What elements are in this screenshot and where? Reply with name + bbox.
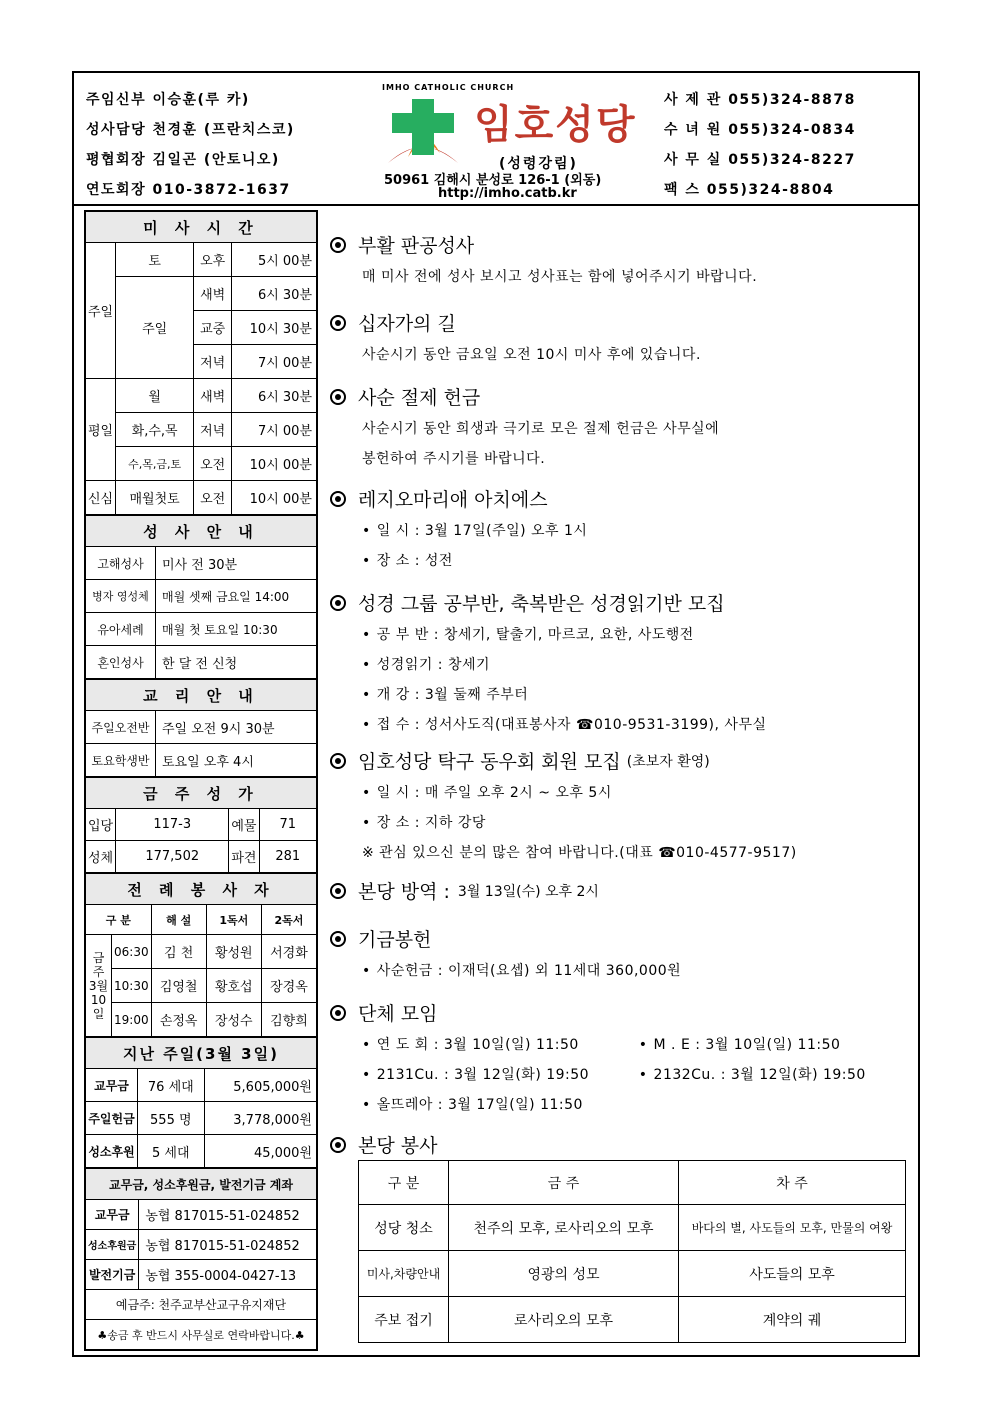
servers-week: 금주 3월 10일 [86, 935, 112, 1037]
church-logo [374, 81, 664, 203]
service-this-week: 로사리오의 모후 [449, 1297, 679, 1343]
section-disinfection [330, 877, 599, 904]
radio-bullet-icon [330, 753, 346, 769]
mass-period: 새벽 [194, 277, 232, 311]
mass-day: 화,수,목 [116, 413, 194, 447]
section-title: 부활 판공성사 [358, 235, 475, 257]
mass-period: 교중 [194, 311, 232, 345]
hymn-key: 예물 [229, 809, 259, 841]
mass-times-table [85, 211, 317, 515]
offering-count: 76 세대 [138, 1069, 205, 1102]
section-table-tennis: 임호성당 탁구 동우회 회원 모집 (초보자 환영) • 일 시 : 매 주일 오후 2시 ~ 오후 5시 • 장 소 : 지하 강당 ※ 관심 있으신 분의 많은 참여 바랍니다.(대표 ☎010-4577-9517) [330, 747, 797, 862]
logo-arc-text: IMHO CATHOLIC CHURCH [382, 83, 515, 92]
section-easter-confession [330, 231, 757, 286]
sacrament-value: 매월 셋째 금요일 14:00 [156, 580, 317, 613]
section-line: 연 도 회 : 3월 10일(일) 11:50 [376, 1037, 579, 1053]
sinsim-label: 신심 [86, 481, 116, 515]
service-next-week: 사도들의 모후 [679, 1251, 906, 1297]
sunday-label: 주일 [86, 243, 116, 379]
doctrine-value: 토요일 오후 4시 [156, 744, 317, 777]
account-value: 농협 817015-51-024852 [139, 1230, 317, 1260]
section-title: 임호성당 탁구 동우회 회원 모집 [358, 751, 621, 773]
sacrament-table [85, 515, 317, 679]
server-name: 황성원 [206, 935, 261, 969]
service-next-week: 계약의 궤 [679, 1297, 906, 1343]
mass-day: 매월첫토 [116, 481, 194, 515]
section-text: 사순시기 동안 금요일 오전 10시 미사 후에 있습니다. [362, 347, 701, 363]
servers-heading: 전 례 봉 사 자 [86, 874, 317, 905]
bulletin-page [72, 71, 920, 1357]
offering-amount: 45,000원 [204, 1135, 316, 1168]
server-name: 김향희 [261, 1003, 316, 1037]
convent-phone: 수 녀 원 055)324-0834 [664, 122, 856, 138]
server-name: 김영철 [151, 969, 206, 1003]
radio-bullet-icon [330, 1137, 346, 1153]
mass-time: 7시 00분 [232, 345, 317, 379]
service-this-week: 영광의 성모 [449, 1251, 679, 1297]
offering-amount: 5,605,000원 [204, 1069, 316, 1102]
radio-bullet-icon [330, 315, 346, 331]
section-title: 본당 방역 : [358, 881, 450, 903]
sacrament-key: 고해성사 [86, 547, 156, 580]
mass-period: 저녁 [194, 345, 232, 379]
doctrine-key: 토요학생반 [86, 744, 156, 777]
section-text: 사순시기 동안 희생과 극기로 모은 절제 헌금은 사무실에 [362, 421, 720, 437]
hymn-heading: 금 주 성 가 [86, 778, 317, 809]
section-title: 십자가의 길 [358, 313, 456, 335]
hymn-key: 입당 [86, 809, 116, 841]
section-line: 2132Cu. : 3월 12일(화) 19:50 [653, 1067, 866, 1083]
radio-bullet-icon [330, 237, 346, 253]
hymn-value: 117-3 [116, 809, 229, 841]
section-title-note: (초보자 환영) [626, 753, 710, 770]
radio-bullet-icon [330, 389, 346, 405]
service-table [358, 1160, 906, 1343]
server-time: 10:30 [112, 969, 152, 1003]
account-key: 교무금 [86, 1200, 139, 1230]
account-key: 발전기금 [86, 1260, 139, 1290]
hymn-value: 281 [259, 841, 317, 873]
section-stations-of-cross [330, 309, 701, 364]
last-sunday-heading: 지난 주일(3월 3일) [86, 1038, 317, 1069]
radio-bullet-icon [330, 931, 346, 947]
section-line: M . E : 3월 10일(일) 11:50 [653, 1037, 841, 1053]
transfer-note: ♣송금 후 반드시 사무실로 연락바랍니다.♣ [86, 1320, 317, 1350]
section-title: 기금봉헌 [358, 929, 432, 951]
doctrine-value: 주일 오전 9시 30분 [156, 711, 317, 744]
servers-col: 2독서 [261, 905, 316, 935]
service-col: 구 분 [359, 1161, 449, 1205]
office-phone: 사 무 실 055)324-8227 [664, 152, 856, 168]
section-line: 사순헌금 : 이재덕(요셉) 외 11세대 360,000원 [376, 963, 682, 979]
radio-bullet-icon [330, 491, 346, 507]
section-lent-offering [330, 383, 719, 468]
sacrament-key: 혼인성사 [86, 646, 156, 679]
sidebar [84, 210, 318, 1351]
mass-day: 토 [116, 243, 194, 277]
section-line: 개 강 : 3월 둘째 주부터 [376, 687, 529, 703]
weekday-label: 평일 [86, 379, 116, 481]
service-col: 차 주 [679, 1161, 906, 1205]
section-line: 장 소 : 지하 강당 [376, 815, 486, 831]
service-col: 금 주 [449, 1161, 679, 1205]
server-name: 황호섭 [206, 969, 261, 1003]
section-line: 성경읽기 : 창세기 [376, 657, 491, 673]
last-sunday-table [85, 1037, 317, 1168]
hymn-table [85, 777, 317, 873]
offering-count: 555 명 [138, 1102, 205, 1135]
server-name: 손정옥 [151, 1003, 206, 1037]
pastor: 주임신부 이승훈(루 카) [86, 92, 250, 108]
section-title: 레지오마리애 아치에스 [358, 489, 548, 511]
section-text: 매 미사 전에 성사 보시고 성사표는 함에 넣어주시기 바랍니다. [362, 269, 758, 285]
offering-count: 5 세대 [138, 1135, 205, 1168]
section-line: 접 수 : 성서사도직(대표봉사자 ☎010-9531-3199), 사무실 [376, 717, 767, 733]
section-text: 봉헌하여 주시기를 바랍니다. [362, 451, 546, 467]
account-heading: 교무금, 성소후원금, 발전기금 계좌 [86, 1169, 317, 1200]
church-subtitle: (성령강림) [499, 156, 578, 172]
section-parish-service [330, 1131, 437, 1158]
radio-bullet-icon [330, 883, 346, 899]
section-title: 단체 모임 [358, 1003, 438, 1025]
hymn-value: 177,502 [116, 841, 229, 873]
section-bible-study: 성경 그룹 공부반, 축복받은 성경읽기반 모집 • 공 부 반 : 창세기, 탈출기, 마르코, 요한, 사도행전 • 성경읽기 : 창세기 • 개 강 : 3월 둘째 주부터 • 접 수 : 성서사도직(대표봉사자 ☎010-9531-3199), 사무실 [330, 589, 767, 734]
mass-time: 10시 30분 [232, 311, 317, 345]
account-table [85, 1168, 317, 1350]
servers-col: 1독서 [206, 905, 261, 935]
section-title: 성경 그룹 공부반, 축복받은 성경읽기반 모집 [358, 593, 725, 615]
doctrine-key: 주일오전반 [86, 711, 156, 744]
mass-time: 10시 00분 [232, 481, 317, 515]
server-name: 장경옥 [261, 969, 316, 1003]
mass-time: 10시 00분 [232, 447, 317, 481]
section-text: 3월 13일(수) 오후 2시 [457, 883, 599, 900]
server-time: 19:00 [112, 1003, 152, 1037]
fax-number: 팩 스 055)324-8804 [664, 182, 835, 198]
cross-flame-icon [378, 91, 468, 171]
servers-col: 해 설 [151, 905, 206, 935]
sacrament-value: 매월 첫 토요일 10:30 [156, 613, 317, 646]
mass-times-heading: 미 사 시 간 [86, 212, 317, 243]
offering-key: 성소후원 [86, 1135, 138, 1168]
sacrament-value: 한 달 전 신청 [156, 646, 317, 679]
section-legio: 레지오마리애 아치에스 • 일 시 : 3월 17일(주일) 오후 1시 • 장 소 : 성전 [330, 485, 587, 570]
section-title: 사순 절제 헌금 [358, 387, 481, 409]
sacrament-priest: 성사담당 천경훈 (프란치스코) [86, 122, 295, 138]
section-fund-offering: 기금봉헌 • 사순헌금 : 이재덕(요셉) 외 11세대 360,000원 [330, 925, 681, 980]
section-title: 본당 봉사 [358, 1135, 438, 1157]
mass-time: 7시 00분 [232, 413, 317, 447]
mass-day: 월 [116, 379, 194, 413]
mass-period: 오전 [194, 481, 232, 515]
server-time: 06:30 [112, 935, 152, 969]
service-this-week: 천주의 모후, 로사리오의 모후 [449, 1205, 679, 1251]
doctrine-table [85, 679, 317, 777]
mass-period: 오전 [194, 447, 232, 481]
church-address: 50961 김해시 분성로 126-1 (외동) [384, 173, 602, 188]
offering-key: 교무금 [86, 1069, 138, 1102]
section-line: 공 부 반 : 창세기, 탈출기, 마르코, 요한, 사도행전 [376, 627, 694, 643]
header [74, 73, 918, 206]
sacrament-value: 미사 전 30분 [156, 547, 317, 580]
section-line: ※ 관심 있으신 분의 많은 참여 바랍니다.(대표 ☎010-4577-9517) [362, 845, 797, 861]
mass-day: 주일 [116, 277, 194, 379]
radio-bullet-icon [330, 595, 346, 611]
account-value: 농협 355-0004-0427-13 [139, 1260, 317, 1290]
service-key: 성당 청소 [359, 1205, 449, 1251]
mass-period: 오후 [194, 243, 232, 277]
server-name: 장성수 [206, 1003, 261, 1037]
hymn-key: 성체 [86, 841, 116, 873]
server-name: 김 천 [151, 935, 206, 969]
account-value: 농협 817015-51-024852 [139, 1200, 317, 1230]
depositor: 예금주: 천주교부산교구유지재단 [86, 1290, 317, 1320]
section-line: 장 소 : 성전 [376, 553, 453, 569]
mass-period: 저녁 [194, 413, 232, 447]
offering-amount: 3,778,000원 [204, 1102, 316, 1135]
doctrine-heading: 교 리 안 내 [86, 680, 317, 711]
radio-bullet-icon [330, 1005, 346, 1021]
mass-time: 6시 30분 [232, 379, 317, 413]
contact-list [664, 85, 914, 205]
servers-table [85, 873, 317, 1037]
mass-time: 6시 30분 [232, 277, 317, 311]
yeondo-president: 연도회장 010-3872-1637 [86, 182, 291, 198]
offering-key: 주일헌금 [86, 1102, 138, 1135]
mass-time: 5시 00분 [232, 243, 317, 277]
mass-period: 새벽 [194, 379, 232, 413]
sacrament-key: 병자 영성체 [86, 580, 156, 613]
rectory-phone: 사 제 관 055)324-8878 [664, 92, 856, 108]
section-line: 올뜨레아 : 3월 17일(일) 11:50 [376, 1097, 583, 1113]
hymn-key: 파견 [229, 841, 259, 873]
server-name: 서경화 [261, 935, 316, 969]
hymn-value: 71 [259, 809, 317, 841]
section-line: 2131Cu. : 3월 12일(화) 19:50 [376, 1067, 590, 1083]
council-president: 평협회장 김일곤 (안토니오) [86, 152, 280, 168]
church-name: 임호성당 [474, 102, 637, 148]
service-next-week: 바다의 별, 사도들의 모후, 만물의 여왕 [679, 1205, 906, 1251]
servers-col: 구 분 [86, 905, 152, 935]
account-key: 성소후원금 [86, 1230, 139, 1260]
sacrament-heading: 성 사 안 내 [86, 516, 317, 547]
sacrament-key: 유아세례 [86, 613, 156, 646]
church-url[interactable]: http://imho.catb.kr [438, 186, 577, 201]
service-key: 주보 접기 [359, 1297, 449, 1343]
section-line: 일 시 : 3월 17일(주일) 오후 1시 [376, 523, 588, 539]
mass-day: 수,목,금,토 [116, 447, 194, 481]
clergy-list [86, 85, 356, 205]
section-line: 일 시 : 매 주일 오후 2시 ~ 오후 5시 [376, 785, 612, 801]
section-group-meetings: 단체 모임 • 연 도 회 : 3월 10일(일) 11:50 • M . E : 3월 10일(일) 11:50 • 2131Cu. : 3월 12일(화) 19:50 • 2132Cu. : 3월 12일(화) 19:50 • 올뜨레아 : 3월 17일(일) 11:50 [330, 999, 866, 1114]
service-key: 미사,차량안내 [359, 1251, 449, 1297]
